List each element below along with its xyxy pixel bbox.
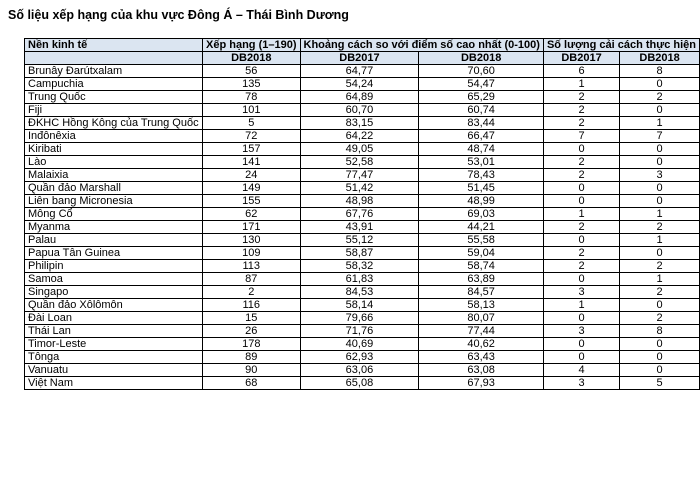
reforms-2018-cell: 1 — [620, 208, 700, 221]
rank-cell: 90 — [203, 364, 300, 377]
reforms-2018-cell: 0 — [620, 247, 700, 260]
reforms-2018-cell: 8 — [620, 65, 700, 78]
distance-2017-cell: 64,22 — [300, 130, 419, 143]
reforms-2017-cell: 2 — [543, 169, 619, 182]
distance-2017-cell: 55,12 — [300, 234, 419, 247]
distance-2018-cell: 78,43 — [419, 169, 544, 182]
distance-2017-cell: 64,77 — [300, 65, 419, 78]
distance-2017-cell: 71,76 — [300, 325, 419, 338]
reforms-2018-cell: 8 — [620, 325, 700, 338]
reforms-2018-cell: 2 — [620, 312, 700, 325]
distance-2017-cell: 65,08 — [300, 377, 419, 390]
table-row — [25, 351, 700, 364]
distance-2017-cell: 79,66 — [300, 312, 419, 325]
reforms-2018-cell: 0 — [620, 143, 700, 156]
rank-cell: 62 — [203, 208, 300, 221]
distance-2017-cell: 67,76 — [300, 208, 419, 221]
rank-cell: 101 — [203, 104, 300, 117]
distance-2017-cell: 58,87 — [300, 247, 419, 260]
distance-2018-cell: 58,74 — [419, 260, 544, 273]
reforms-2018-cell: 0 — [620, 182, 700, 195]
rank-cell: 78 — [203, 91, 300, 104]
rank-cell: 130 — [203, 234, 300, 247]
distance-2017-cell: 84,53 — [300, 286, 419, 299]
rank-cell: 56 — [203, 65, 300, 78]
reforms-2018-cell: 0 — [620, 338, 700, 351]
rank-cell: 26 — [203, 325, 300, 338]
rank-cell: 149 — [203, 182, 300, 195]
table-row — [25, 117, 700, 130]
subheader-row — [25, 52, 700, 65]
document-title: Số liệu xếp hạng của khu vực Đông Á – Thái Bình Dương — [8, 8, 349, 22]
rank-cell: 178 — [203, 338, 300, 351]
reforms-2017-cell: 0 — [543, 143, 619, 156]
reforms-2017-cell: 6 — [543, 65, 619, 78]
table-row — [25, 234, 700, 247]
table-row — [25, 221, 700, 234]
table-row — [25, 91, 700, 104]
table-row — [25, 364, 700, 377]
distance-2018-cell: 48,74 — [419, 143, 544, 156]
economy-cell: Palau — [25, 234, 203, 247]
rank-cell: 5 — [203, 117, 300, 130]
economy-cell: Mông Cổ — [25, 208, 203, 221]
economy-cell: ĐKHC Hồng Kông của Trung Quốc — [25, 117, 203, 130]
economy-cell: Tônga — [25, 351, 203, 364]
table-row — [25, 325, 700, 338]
subheader-empty — [25, 52, 203, 65]
reforms-2018-cell: 0 — [620, 351, 700, 364]
reforms-2017-cell: 4 — [543, 364, 619, 377]
reforms-2018-cell: 3 — [620, 169, 700, 182]
economy-cell: Singapo — [25, 286, 203, 299]
rank-cell: 116 — [203, 299, 300, 312]
rank-cell: 157 — [203, 143, 300, 156]
economy-cell: Quần đảo Xôlômôn — [25, 299, 203, 312]
reforms-2018-cell: 0 — [620, 299, 700, 312]
distance-2017-cell: 49,05 — [300, 143, 419, 156]
economy-cell: Myanma — [25, 221, 203, 234]
rank-cell: 24 — [203, 169, 300, 182]
rank-header: Xếp hạng (1–190) — [203, 39, 300, 52]
rank-cell: 72 — [203, 130, 300, 143]
distance-2018-cell: 58,13 — [419, 299, 544, 312]
reforms-2018-cell: 7 — [620, 130, 700, 143]
rank-cell: 87 — [203, 273, 300, 286]
rank-cell: 15 — [203, 312, 300, 325]
distance-2018-cell: 59,04 — [419, 247, 544, 260]
economy-cell: Campuchia — [25, 78, 203, 91]
distance-2017-cell: 43,91 — [300, 221, 419, 234]
distance-2017-cell: 58,14 — [300, 299, 419, 312]
reforms-2017-cell: 2 — [543, 260, 619, 273]
reforms-2017-cell: 1 — [543, 299, 619, 312]
economy-cell: Timor-Leste — [25, 338, 203, 351]
reforms-2017-cell: 2 — [543, 104, 619, 117]
economy-cell: Philipin — [25, 260, 203, 273]
distance-2018-cell: 55,58 — [419, 234, 544, 247]
table-row — [25, 377, 700, 390]
economy-cell: Fiji — [25, 104, 203, 117]
reforms-2018-cell: 2 — [620, 221, 700, 234]
rank-cell: 89 — [203, 351, 300, 364]
distance-2018-cell: 65,29 — [419, 91, 544, 104]
rank-cell: 2 — [203, 286, 300, 299]
reforms-2017-cell: 0 — [543, 351, 619, 364]
reforms-2018-cell: 0 — [620, 195, 700, 208]
subheader-rank-db2018: DB2018 — [203, 52, 300, 65]
reforms-2018-cell: 0 — [620, 104, 700, 117]
distance-2018-cell: 48,99 — [419, 195, 544, 208]
reforms-header: Số lượng cải cách thực hiện — [543, 39, 699, 52]
reforms-2018-cell: 5 — [620, 377, 700, 390]
economy-cell: Papua Tân Guinea — [25, 247, 203, 260]
reforms-2017-cell: 2 — [543, 91, 619, 104]
reforms-2018-cell: 1 — [620, 273, 700, 286]
distance-2017-cell: 54,24 — [300, 78, 419, 91]
distance-2018-cell: 40,62 — [419, 338, 544, 351]
distance-2018-cell: 83,44 — [419, 117, 544, 130]
reforms-2018-cell: 2 — [620, 286, 700, 299]
rank-cell: 135 — [203, 78, 300, 91]
distance-2018-cell: 80,07 — [419, 312, 544, 325]
table-row — [25, 182, 700, 195]
table-row — [25, 299, 700, 312]
distance-2017-cell: 60,70 — [300, 104, 419, 117]
reforms-2017-cell: 2 — [543, 117, 619, 130]
reforms-2017-cell: 0 — [543, 195, 619, 208]
reforms-2017-cell: 1 — [543, 78, 619, 91]
distance-2018-cell: 69,03 — [419, 208, 544, 221]
economy-cell: Malaixia — [25, 169, 203, 182]
reforms-2017-cell: 2 — [543, 221, 619, 234]
economy-cell: Việt Nam — [25, 377, 203, 390]
reforms-2018-cell: 0 — [620, 156, 700, 169]
reforms-2017-cell: 0 — [543, 234, 619, 247]
reforms-2017-cell: 7 — [543, 130, 619, 143]
header-row — [25, 39, 700, 52]
subheader-dist-db2017: DB2017 — [300, 52, 419, 65]
distance-2018-cell: 67,93 — [419, 377, 544, 390]
distance-2018-cell: 77,44 — [419, 325, 544, 338]
economy-cell: Trung Quốc — [25, 91, 203, 104]
reforms-2017-cell: 2 — [543, 247, 619, 260]
table-row — [25, 104, 700, 117]
distance-2018-cell: 53,01 — [419, 156, 544, 169]
rank-cell: 171 — [203, 221, 300, 234]
economy-cell: Kiribati — [25, 143, 203, 156]
table-row — [25, 260, 700, 273]
economy-cell: Samoa — [25, 273, 203, 286]
reforms-2017-cell: 0 — [543, 312, 619, 325]
distance-2017-cell: 83,15 — [300, 117, 419, 130]
reforms-2017-cell: 3 — [543, 325, 619, 338]
distance-2018-cell: 60,74 — [419, 104, 544, 117]
distance-2018-cell: 63,89 — [419, 273, 544, 286]
economy-cell: Quần đảo Marshall — [25, 182, 203, 195]
distance-2017-cell: 40,69 — [300, 338, 419, 351]
table-row — [25, 208, 700, 221]
distance-2017-cell: 64,89 — [300, 91, 419, 104]
table-row — [25, 130, 700, 143]
reforms-2017-cell: 2 — [543, 156, 619, 169]
ranking-table — [24, 38, 700, 390]
economy-header: Nền kinh tế — [25, 39, 203, 52]
distance-2017-cell: 77,47 — [300, 169, 419, 182]
distance-2017-cell: 63,06 — [300, 364, 419, 377]
table-row — [25, 156, 700, 169]
economy-cell: Vanuatu — [25, 364, 203, 377]
reforms-2018-cell: 1 — [620, 117, 700, 130]
distance-2017-cell: 62,93 — [300, 351, 419, 364]
distance-2017-cell: 58,32 — [300, 260, 419, 273]
economy-cell: Inđônêxia — [25, 130, 203, 143]
table-row — [25, 273, 700, 286]
distance-header: Khoảng cách so với điểm số cao nhất (0-100) — [300, 39, 543, 52]
distance-2018-cell: 84,57 — [419, 286, 544, 299]
reforms-2017-cell: 3 — [543, 286, 619, 299]
reforms-2018-cell: 0 — [620, 364, 700, 377]
subheader-ref-db2017: DB2017 — [543, 52, 619, 65]
economy-cell: Thái Lan — [25, 325, 203, 338]
distance-2017-cell: 52,58 — [300, 156, 419, 169]
reforms-2017-cell: 0 — [543, 273, 619, 286]
reforms-2018-cell: 2 — [620, 91, 700, 104]
distance-2018-cell: 44,21 — [419, 221, 544, 234]
table-row — [25, 78, 700, 91]
table-row — [25, 65, 700, 78]
table-row — [25, 286, 700, 299]
rank-cell: 155 — [203, 195, 300, 208]
distance-2018-cell: 51,45 — [419, 182, 544, 195]
reforms-2018-cell: 0 — [620, 78, 700, 91]
economy-cell: Liên bang Micronesia — [25, 195, 203, 208]
reforms-2017-cell: 1 — [543, 208, 619, 221]
table-row — [25, 338, 700, 351]
reforms-2018-cell: 2 — [620, 260, 700, 273]
reforms-2017-cell: 0 — [543, 338, 619, 351]
subheader-dist-db2018: DB2018 — [419, 52, 544, 65]
distance-2018-cell: 63,43 — [419, 351, 544, 364]
table-row — [25, 312, 700, 325]
table-row — [25, 143, 700, 156]
distance-2018-cell: 63,08 — [419, 364, 544, 377]
distance-2018-cell: 54,47 — [419, 78, 544, 91]
reforms-2017-cell: 0 — [543, 182, 619, 195]
distance-2018-cell: 66,47 — [419, 130, 544, 143]
economy-cell: Brunây Đarútxalam — [25, 65, 203, 78]
economy-cell: Đài Loan — [25, 312, 203, 325]
rank-cell: 141 — [203, 156, 300, 169]
rank-cell: 68 — [203, 377, 300, 390]
subheader-ref-db2018: DB2018 — [620, 52, 700, 65]
distance-2017-cell: 51,42 — [300, 182, 419, 195]
reforms-2017-cell: 3 — [543, 377, 619, 390]
distance-2017-cell: 61,83 — [300, 273, 419, 286]
reforms-2018-cell: 1 — [620, 234, 700, 247]
distance-2018-cell: 70,60 — [419, 65, 544, 78]
table-row — [25, 195, 700, 208]
rank-cell: 109 — [203, 247, 300, 260]
distance-2017-cell: 48,98 — [300, 195, 419, 208]
rank-cell: 113 — [203, 260, 300, 273]
table-row — [25, 247, 700, 260]
economy-cell: Lào — [25, 156, 203, 169]
table-row — [25, 169, 700, 182]
